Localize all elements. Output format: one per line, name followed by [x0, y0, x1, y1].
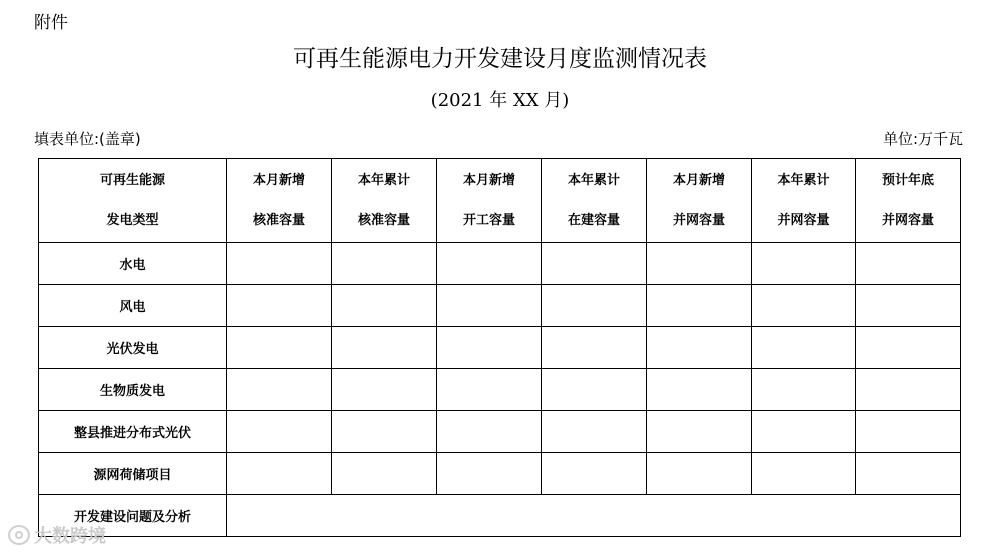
table-cell[interactable] [227, 327, 332, 369]
table-cell[interactable] [752, 327, 856, 369]
table-cell[interactable] [856, 327, 961, 369]
table-cell[interactable] [227, 243, 332, 285]
header-cell-month-started: 本月新增 开工容量 [437, 159, 542, 243]
table-cell[interactable] [647, 327, 752, 369]
table-cell[interactable] [856, 369, 961, 411]
table-cell[interactable] [332, 327, 437, 369]
table-cell[interactable] [437, 285, 542, 327]
table-row [39, 243, 961, 285]
table-cell[interactable] [332, 285, 437, 327]
table-cell[interactable] [752, 243, 856, 285]
table-cell[interactable] [227, 285, 332, 327]
header-cell-month-grid-connected: 本月新增 并网容量 [647, 159, 752, 243]
row-label: 光伏发电 [39, 327, 227, 369]
header-cell-type: 可再生能源 发电类型 [39, 159, 227, 243]
table-cell[interactable] [647, 453, 752, 495]
header-cell-month-approved: 本月新增 核准容量 [227, 159, 332, 243]
watermark-text: 大数跨境 [34, 526, 106, 547]
header-cell-year-approved: 本年累计 核准容量 [332, 159, 437, 243]
monitoring-table [38, 158, 961, 537]
table-cell[interactable] [856, 411, 961, 453]
summary-cell[interactable] [227, 495, 961, 537]
table-cell[interactable] [542, 327, 647, 369]
table-cell[interactable] [227, 453, 332, 495]
row-label: 生物质发电 [39, 369, 227, 411]
header-cell-year-grid-connected: 本年累计 并网容量 [752, 159, 856, 243]
table-cell[interactable] [227, 369, 332, 411]
summary-row [39, 495, 961, 537]
table-cell[interactable] [856, 243, 961, 285]
row-label: 源网荷储项目 [39, 453, 227, 495]
watermark-logo-icon [8, 525, 30, 545]
table-row [39, 453, 961, 495]
table-cell[interactable] [752, 453, 856, 495]
table-header-row [39, 159, 961, 243]
table-cell[interactable] [542, 453, 647, 495]
watermark [8, 522, 106, 548]
table-row [39, 327, 961, 369]
table-cell[interactable] [647, 369, 752, 411]
fill-unit-label: 填表单位:(盖章) [34, 130, 141, 148]
table-cell[interactable] [437, 327, 542, 369]
table-cell[interactable] [437, 453, 542, 495]
table-cell[interactable] [647, 411, 752, 453]
row-label: 水电 [39, 243, 227, 285]
table-cell[interactable] [542, 369, 647, 411]
table-cell[interactable] [542, 285, 647, 327]
header-cell-year-end-grid-connected: 预计年底 并网容量 [856, 159, 961, 243]
table-cell[interactable] [542, 243, 647, 285]
page-subtitle: (2021 年 XX 月) [430, 90, 570, 111]
unit-label: 单位:万千瓦 [882, 130, 963, 148]
table-cell[interactable] [332, 411, 437, 453]
table-cell[interactable] [856, 285, 961, 327]
table-cell[interactable] [647, 285, 752, 327]
table-row [39, 411, 961, 453]
table-cell[interactable] [437, 243, 542, 285]
table-cell[interactable] [752, 369, 856, 411]
row-label: 风电 [39, 285, 227, 327]
attachment-label: 附件 [34, 13, 68, 33]
table-cell[interactable] [332, 369, 437, 411]
table-cell[interactable] [752, 411, 856, 453]
table-row [39, 369, 961, 411]
summary-label: 开发建设问题及分析 [39, 495, 227, 537]
table-cell[interactable] [542, 411, 647, 453]
table-cell[interactable] [437, 411, 542, 453]
table-cell[interactable] [332, 453, 437, 495]
header-cell-year-under-construction: 本年累计 在建容量 [542, 159, 647, 243]
table-row [39, 285, 961, 327]
table-cell[interactable] [227, 411, 332, 453]
row-label: 整县推进分布式光伏 [39, 411, 227, 453]
table-cell[interactable] [647, 243, 752, 285]
table-cell[interactable] [332, 243, 437, 285]
table-cell[interactable] [437, 369, 542, 411]
table-cell[interactable] [752, 285, 856, 327]
table-cell[interactable] [856, 453, 961, 495]
page-title: 可再生能源电力开发建设月度监测情况表 [293, 46, 707, 72]
